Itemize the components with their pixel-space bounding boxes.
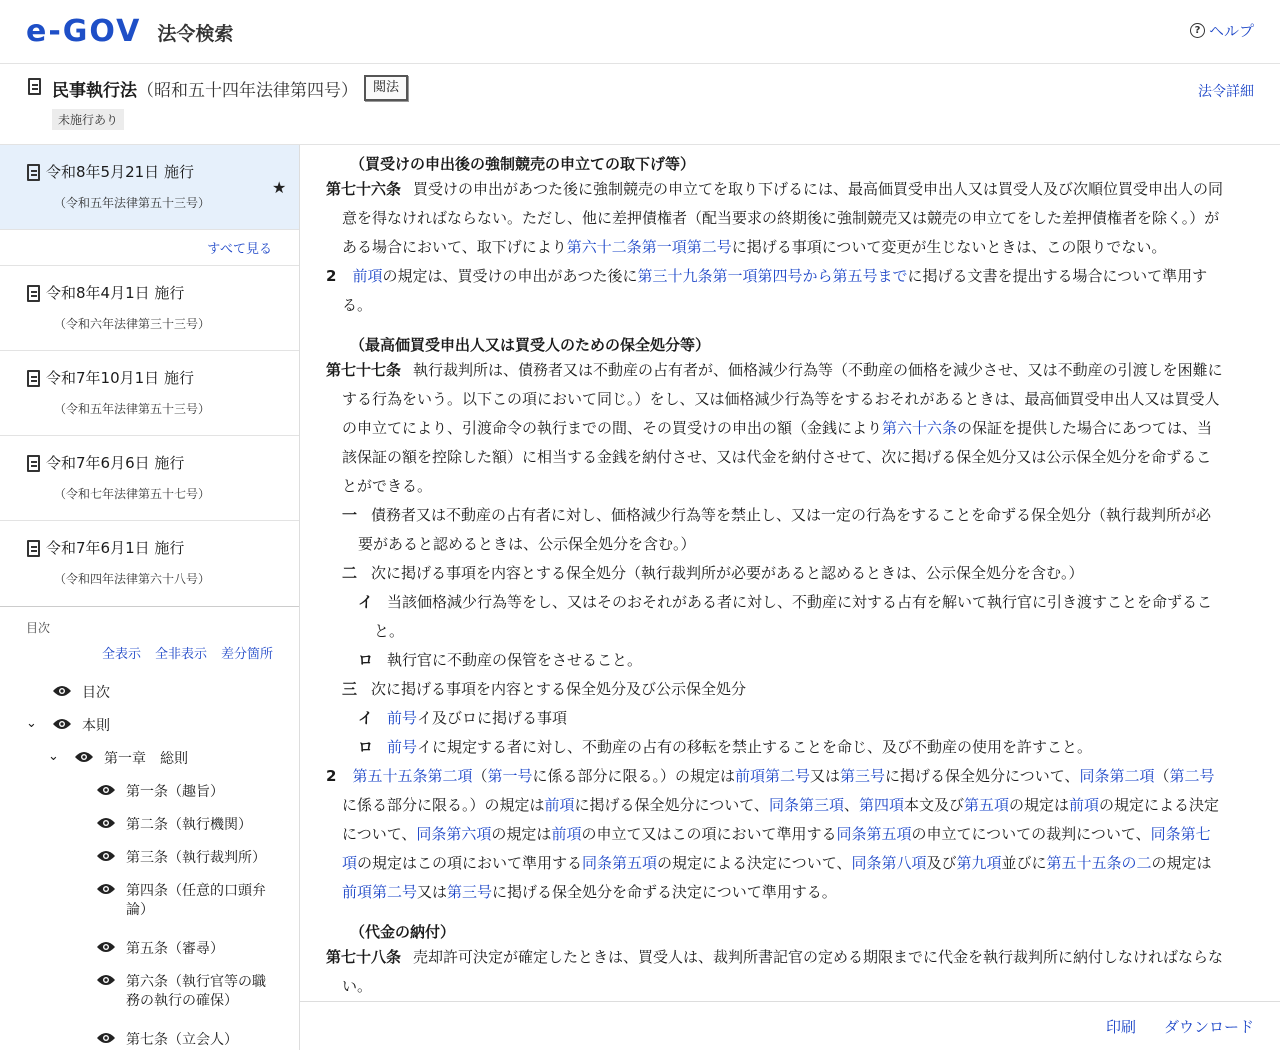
ref-link[interactable]: 同条第六項 <box>416 825 492 843</box>
version-item[interactable] <box>0 351 299 436</box>
toc-item-label: 本則 <box>82 718 110 734</box>
law-title <box>52 76 358 101</box>
ref-link[interactable]: 前項 <box>544 796 575 814</box>
logo-mark: e-GOV <box>26 14 142 49</box>
ref-link[interactable]: 第九項 <box>956 854 1002 872</box>
article-paragraph: 第七十六条 買受けの申出があつた後に強制競売の申立てを取り下げるには、最高価買受申出人又は買受人及び次順位買受申出人の同意を得なければならない。ただし、他に差押債権者（配当要求の終期後に強制競売又は競売の申立てをした差押債権者を除く。）がある場合において、取下げにより第六十二条第一項第二号に掲げる事項について変更が生じないときは、この限りでない。 <box>326 180 1224 256</box>
subitem: ロ 執行官に不動産の保管をさせること。 <box>358 651 643 669</box>
document-icon <box>27 285 40 302</box>
item-number: 二 <box>342 564 358 582</box>
article-paragraph: 第七十八条 売却許可決定が確定したときは、買受人は、裁判所書記官の定める期限までに代金を執行裁判所に納付しなければならない。 <box>326 948 1224 995</box>
help-label: ヘルプ <box>1208 22 1254 40</box>
document-icon <box>27 540 40 557</box>
eye-icon[interactable] <box>74 750 94 764</box>
subitem: ロ 前号イに規定する者に対し、不動産の占有の移転を禁止することを命じ、及び不動産の使用を許すこと。 <box>358 738 1093 756</box>
version-law-number: （令和五年法律第五十三号） <box>54 196 211 210</box>
version-date: 令和7年6月6日 施行 <box>46 454 185 472</box>
item: 三 次に掲げる事項を内容とする保全処分及び公示保全処分 <box>342 680 747 698</box>
eye-icon[interactable] <box>52 717 72 731</box>
toc-item-label: 論） <box>126 902 154 918</box>
ref-link[interactable]: 前項第二号 <box>342 883 418 901</box>
eye-icon[interactable] <box>52 684 72 698</box>
ref-link[interactable]: 第三号 <box>840 767 886 785</box>
toc-hide-all-link[interactable]: 全非表示 <box>155 647 208 662</box>
paragraph: 2 前項の規定は、買受けの申出があつた後に第三十九条第一項第四号から第五号までに掲げる文書を提出する場合について準用する。 <box>326 267 1208 314</box>
toc-item[interactable] <box>0 808 299 841</box>
article-caption: （最高価買受申出人又は買受人のための保全処分等） <box>350 336 711 354</box>
ref-link[interactable]: 第二号 <box>1169 767 1215 785</box>
toc-item[interactable] <box>0 932 299 965</box>
item-number: 三 <box>342 680 358 698</box>
eye-icon[interactable] <box>96 940 116 954</box>
toc-item-label: 第六条（執行官等の職 <box>126 974 266 990</box>
version-item[interactable] <box>0 436 299 521</box>
ref-link[interactable]: 第一号 <box>487 767 533 785</box>
question-circle-icon: ? <box>1190 23 1205 38</box>
ref-link[interactable]: 前項第二号 <box>735 767 811 785</box>
ref-link[interactable]: 第四項 <box>858 796 904 814</box>
law-number: （昭和五十四年法律第四号） <box>137 81 358 101</box>
ref-link[interactable]: 同条第三項 <box>768 796 844 814</box>
version-date: 令和7年10月1日 施行 <box>46 369 194 387</box>
ref-link[interactable]: 第三号 <box>447 883 493 901</box>
version-date: 令和7年6月1日 施行 <box>46 539 185 557</box>
eye-icon[interactable] <box>96 849 116 863</box>
document-icon <box>27 455 40 472</box>
subitem: イ 前号イ及びロに掲げる事項 <box>358 709 568 727</box>
toc-item-label: 第二条（執行機関） <box>126 817 252 833</box>
ref-link[interactable]: 前号 <box>387 709 418 727</box>
law-content <box>300 145 1280 1001</box>
toc-controls <box>102 643 273 662</box>
top-header <box>0 0 1280 64</box>
ref-link[interactable]: 前項 <box>1069 796 1100 814</box>
print-link[interactable]: 印刷 <box>1105 1018 1136 1036</box>
ref-link[interactable]: 前項 <box>352 267 383 285</box>
version-item[interactable] <box>0 521 299 606</box>
toc-item[interactable] <box>0 965 299 990</box>
chevron-down-icon[interactable]: ⌄ <box>48 749 59 764</box>
toc-show-all-link[interactable]: 全表示 <box>102 647 142 662</box>
subitem-number: ロ <box>358 651 374 669</box>
ref-link[interactable]: 同条第二項 <box>1079 767 1155 785</box>
version-date: 令和8年5月21日 施行 <box>46 163 194 181</box>
article-number: 第七十六条 <box>326 180 402 198</box>
paragraph: 2 第五十五条第二項（第一号に係る部分に限る。）の規定は前項第二号又は第三号に掲げる保全処分について、同条第二項（第二号に係る部分に限る。）の規定は前項に掲げる保全処分について、同条第三項、第四項本文及び第五項の規定は前項の規定による決定について、同条第六項の規定は前項の申立て又はこの項において準用する同条第五項の申立てについての裁判について、同条第七項の規定はこの項において準用する同条第五項の規定による決定について、同条第八項及び第九項並びに第五十五条の二の規定は前項第二号又は第三号に掲げる保全処分を命ずる決定について準用する。 <box>326 767 1220 901</box>
toc-item-label: 第四条（任意的口頭弁 <box>126 883 266 899</box>
document-icon <box>28 78 41 95</box>
star-icon[interactable]: ★ <box>272 178 287 197</box>
toc-tree <box>0 676 299 1050</box>
toc-item-label: 第一条（趣旨） <box>126 784 224 800</box>
toc-item-label: 目次 <box>82 685 110 701</box>
ref-link[interactable]: 同条第五項 <box>582 854 658 872</box>
chevron-down-icon[interactable]: ⌄ <box>26 716 37 731</box>
toc-diff-link[interactable]: 差分箇所 <box>221 647 274 662</box>
version-item[interactable] <box>0 145 299 230</box>
ref-link[interactable]: 第六十二条第一項第二号 <box>566 238 732 256</box>
see-all-row <box>0 230 299 266</box>
subitem-number: ロ <box>358 738 374 756</box>
toc-item[interactable] <box>0 676 299 709</box>
toc-item[interactable] <box>0 775 299 808</box>
toc-item[interactable] <box>0 841 299 874</box>
sidebar <box>0 145 300 1050</box>
ref-link[interactable]: 第五十五条の二 <box>1046 854 1152 872</box>
ref-link[interactable]: 第三十九条第一項第四号から第五号まで <box>637 267 908 285</box>
version-law-number: （令和七年法律第五十七号） <box>54 487 211 501</box>
paragraph-number: 2 <box>326 767 337 785</box>
toc-item-continued[interactable] <box>0 990 299 1023</box>
article-paragraph: 第七十七条 執行裁判所は、債務者又は不動産の占有者が、価格減少行為等（不動産の価格を減少させ、又は不動産の引渡しを困難にする行為をいう。以下この項において同じ。）をし、又は価格減少行為等をするおそれがあるときは、最高価買受申出人又は買受人の申立てにより、引渡命令の執行までの間、その買受けの申出の額（金銭により第六十六条の保証を提供した場合にあつては、当該保証の額を控除した額）に相当する金銭を納付させ、又は代金を納付させて、次に掲げる保全処分又は公示保全処分を命ずることができる。 <box>326 361 1223 495</box>
toc-item[interactable] <box>0 874 299 899</box>
ref-link[interactable]: 前項 <box>551 825 582 843</box>
eye-icon[interactable] <box>96 783 116 797</box>
toc-item-label: 第七条（立会人） <box>126 1032 238 1048</box>
footer-actions <box>1106 1016 1254 1037</box>
version-law-number: （令和五年法律第五十三号） <box>54 402 211 416</box>
help-link[interactable] <box>1190 20 1254 41</box>
ref-link[interactable]: 同条第八項 <box>851 854 927 872</box>
law-header <box>0 64 1280 145</box>
toc-item[interactable] <box>0 709 299 742</box>
eye-icon[interactable] <box>96 973 116 987</box>
ref-link[interactable]: 第五項 <box>964 796 1010 814</box>
eye-icon[interactable] <box>96 1031 116 1045</box>
toc-item-label: 第五条（審尋） <box>126 941 224 957</box>
subitem-number: イ <box>358 709 374 727</box>
ref-link[interactable]: 第五十五条第二項 <box>352 767 473 785</box>
law-detail-link[interactable]: 法令詳細 <box>1198 84 1254 100</box>
item-number: 一 <box>342 506 358 524</box>
etsu-button[interactable]: 閲法 <box>364 75 408 101</box>
document-icon <box>27 370 40 387</box>
site-title: 法令検索 <box>157 22 234 45</box>
document-icon <box>27 164 40 181</box>
unenforced-badge: 未施行あり <box>52 109 124 130</box>
item: 二 次に掲げる事項を内容とする保全処分（執行裁判所が必要があると認めるときは、公示保全処分を含む。） <box>342 564 1084 582</box>
ref-link[interactable]: 前号 <box>387 738 418 756</box>
article-caption: （代金の納付） <box>350 923 456 941</box>
ref-link[interactable]: 同条第五項 <box>836 825 912 843</box>
toc-item-label: 務の執行の確保） <box>126 993 238 1009</box>
version-item[interactable] <box>0 266 299 351</box>
law-text <box>326 153 1224 1001</box>
article-number: 第七十八条 <box>326 948 402 966</box>
ref-link[interactable]: 同条第七項 <box>342 825 1211 872</box>
article-number: 第七十七条 <box>326 361 402 379</box>
law-name: 民事執行法 <box>52 81 137 101</box>
content-footer <box>300 1001 1280 1050</box>
subitem-number: イ <box>358 593 374 611</box>
article-caption: （買受けの申出後の強制競売の申立ての取下げ等） <box>350 155 696 173</box>
eye-icon[interactable] <box>96 882 116 896</box>
toc-header <box>0 606 299 676</box>
item: 一 債務者又は不動産の占有者に対し、価格減少行為等を禁止し、又は一定の行為をすることを命ずる保全処分（執行裁判所が必要があると認めるときは、公示保全処分を含む。） <box>342 506 1212 553</box>
toc-item[interactable] <box>0 742 299 775</box>
toc-item-label: 第三条（執行裁判所） <box>126 850 266 866</box>
egov-logo[interactable] <box>26 15 233 49</box>
ref-link[interactable]: 第六十六条 <box>882 419 958 437</box>
toc-item-continued[interactable] <box>0 899 299 932</box>
eye-icon[interactable] <box>96 816 116 830</box>
toc-item-label: 第一章 総則 <box>104 751 188 767</box>
toc-label: 目次 <box>26 621 51 635</box>
download-link[interactable]: ダウンロード <box>1163 1018 1254 1036</box>
version-date: 令和8年4月1日 施行 <box>46 284 185 302</box>
toc-item[interactable] <box>0 1023 299 1050</box>
see-all-link[interactable]: すべて見る <box>207 242 272 257</box>
paragraph-number: 2 <box>326 267 337 285</box>
version-law-number: （令和六年法律第三十三号） <box>54 317 211 331</box>
version-law-number: （令和四年法律第六十八号） <box>54 572 211 586</box>
subitem: イ 当該価格減少行為等をし、又はそのおそれがある者に対し、不動産に対する占有を解いて執行官に引き渡すことを命ずること。 <box>358 593 1213 640</box>
